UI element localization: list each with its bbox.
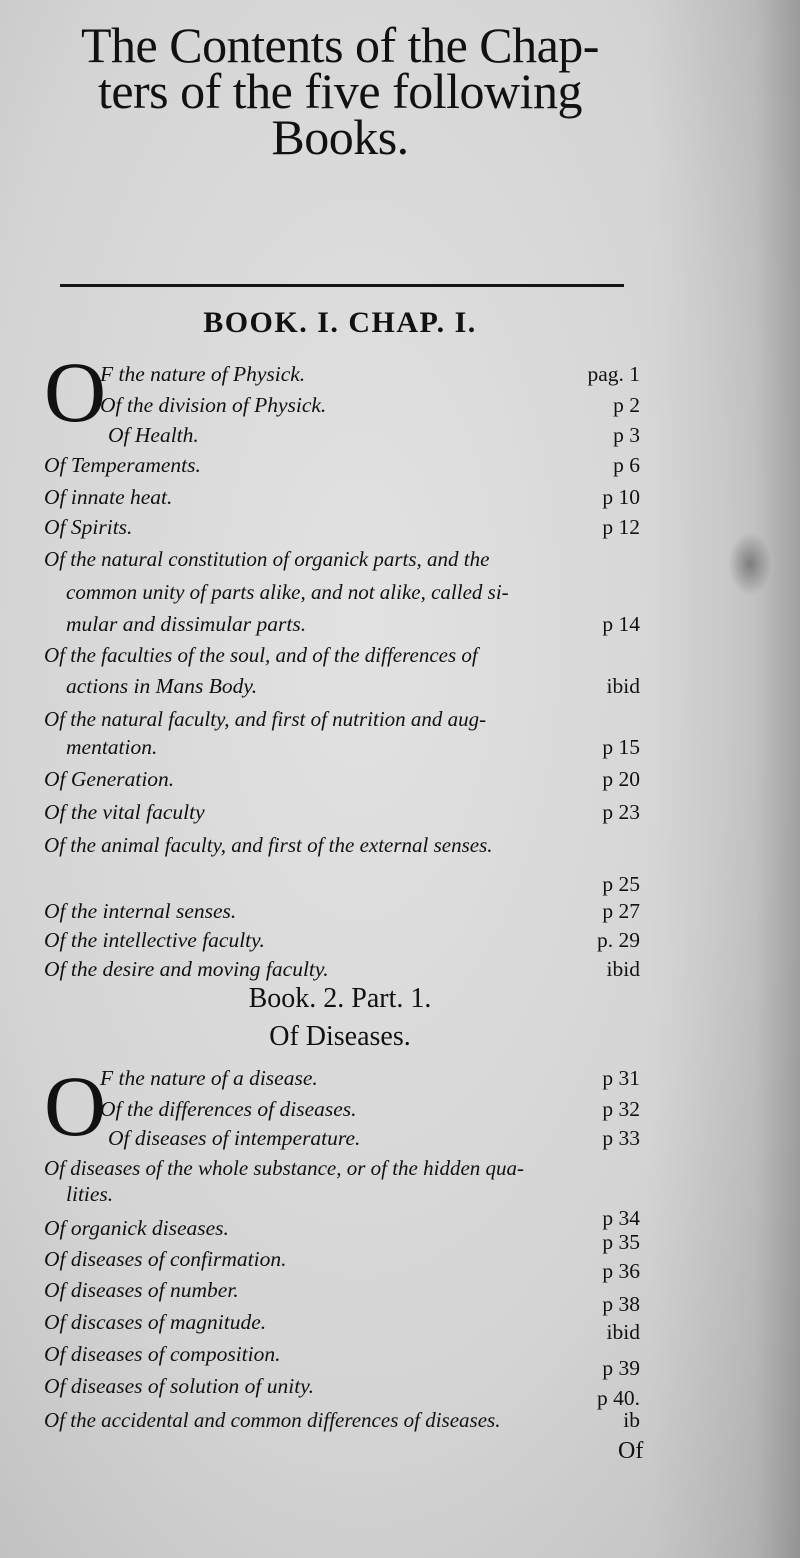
entry-title: Of organick diseases. bbox=[44, 1216, 229, 1240]
entry-title: Of the animal faculty, and first of the external senses. bbox=[44, 833, 493, 857]
entry-title: mular and dissimular parts. bbox=[66, 612, 307, 636]
book1-dropcap: O bbox=[44, 344, 107, 440]
entry-title: Of the accidental and common differences of diseases. bbox=[44, 1408, 501, 1432]
entry-title: Of the vital faculty bbox=[44, 800, 205, 824]
entry-page: p 32 bbox=[602, 1097, 640, 1121]
toc-entry bbox=[44, 1406, 640, 1434]
catchword: Of bbox=[618, 1438, 644, 1464]
entry-title: common unity of parts alike, and not alike, called si- bbox=[66, 580, 509, 604]
toc-entry bbox=[44, 798, 640, 826]
entry-title: Of Health. bbox=[108, 423, 199, 447]
page-edge-shadow bbox=[650, 0, 800, 1558]
entry-title: Of the intellective faculty. bbox=[44, 928, 265, 952]
toc-entry bbox=[44, 765, 640, 793]
entry-title: Of diseases of composition. bbox=[44, 1342, 281, 1366]
entry-page: p 14 bbox=[602, 612, 640, 636]
title-line-2: ters of the five following bbox=[97, 63, 583, 119]
entry-title: Of the faculties of the soul, and of the differences of bbox=[44, 643, 478, 667]
entry-title: mentation. bbox=[66, 735, 158, 759]
entry-title: Of diseases of the whole substance, or of the hidden qua- bbox=[44, 1156, 525, 1180]
entry-page: p 20 bbox=[602, 767, 640, 791]
entry-title: lities. bbox=[66, 1182, 114, 1206]
page-title bbox=[40, 17, 640, 165]
entry-page: p 15 bbox=[602, 735, 640, 759]
toc-entry bbox=[44, 391, 640, 419]
entry-page: ibid bbox=[606, 957, 640, 981]
entry-title: Of the natural constitution of organick parts, and the bbox=[44, 547, 490, 571]
toc-entry bbox=[44, 1340, 640, 1380]
toc-entry bbox=[44, 1095, 640, 1123]
toc-entry bbox=[44, 610, 640, 638]
entry-page: p 12 bbox=[602, 515, 640, 539]
entry-page: p 33 bbox=[602, 1126, 640, 1150]
entry-page: p 34 bbox=[602, 1206, 640, 1230]
entry-page: ibid bbox=[606, 1320, 640, 1344]
entry-title: Of diseases of confirmation. bbox=[44, 1247, 287, 1271]
toc-entry bbox=[44, 926, 640, 954]
toc-entry bbox=[44, 1276, 640, 1316]
toc-entry bbox=[44, 1372, 640, 1410]
entry-page: p 31 bbox=[602, 1066, 640, 1090]
entry-title: Of diseases of intemperature. bbox=[108, 1126, 361, 1150]
ink-stain bbox=[728, 532, 772, 596]
entry-page: p 27 bbox=[602, 899, 640, 923]
title-line-1: The Contents of the Chap- bbox=[81, 17, 599, 73]
entry-title: Of diseases of solution of unity. bbox=[44, 1374, 314, 1398]
entry-title: Of innate heat. bbox=[44, 485, 173, 509]
entry-page: p. 29 bbox=[597, 928, 640, 952]
toc-entry bbox=[44, 870, 640, 898]
toc-entry bbox=[44, 483, 640, 511]
entry-title: Of Temperaments. bbox=[44, 453, 201, 477]
toc-entry bbox=[44, 733, 640, 761]
entry-page: p 2 bbox=[613, 393, 640, 417]
entry-page: p 38 bbox=[602, 1292, 640, 1316]
toc-entry bbox=[44, 705, 640, 733]
toc-entry bbox=[44, 421, 640, 449]
toc-entry bbox=[44, 955, 640, 983]
toc-entry bbox=[44, 451, 640, 479]
toc-entry bbox=[44, 360, 640, 388]
toc-entry bbox=[44, 897, 640, 925]
entry-page: p 3 bbox=[613, 423, 640, 447]
toc-entry bbox=[44, 1154, 640, 1182]
entry-page: p 39 bbox=[602, 1356, 640, 1380]
entry-title: Of the division of Physick. bbox=[100, 393, 327, 417]
toc-entry bbox=[44, 513, 640, 541]
toc-entry bbox=[44, 578, 640, 606]
entry-page: p 36 bbox=[602, 1259, 640, 1283]
entry-title: Of the natural faculty, and first of nutrition and aug- bbox=[44, 707, 487, 731]
entry-page: p 25 bbox=[602, 872, 640, 896]
entry-title: Of discases of magnitude. bbox=[44, 1310, 267, 1334]
entry-title: Of the desire and moving faculty. bbox=[44, 957, 329, 981]
title-line-3: Books. bbox=[271, 109, 409, 165]
entry-title: actions in Mans Body. bbox=[66, 674, 258, 698]
entry-page: ibid bbox=[606, 674, 640, 698]
toc-entry bbox=[44, 1245, 640, 1283]
entry-title: F the nature of Physick. bbox=[100, 362, 306, 386]
entry-page: p 35 bbox=[602, 1230, 640, 1254]
title-rule bbox=[60, 284, 624, 287]
entry-title: Of the internal senses. bbox=[44, 899, 237, 923]
book2-dropcap: O bbox=[44, 1058, 107, 1154]
toc-entry bbox=[44, 831, 640, 859]
toc-entry bbox=[44, 545, 640, 573]
entry-page: ib bbox=[623, 1408, 640, 1432]
entry-page: pag. 1 bbox=[587, 362, 640, 386]
toc-entry bbox=[44, 1064, 640, 1092]
toc-entry bbox=[44, 1214, 640, 1254]
book2-subheading: Of Diseases. bbox=[269, 1021, 411, 1052]
entry-title: Of diseases of number. bbox=[44, 1278, 239, 1302]
toc-entry bbox=[44, 672, 640, 700]
entry-title: F the nature of a disease. bbox=[100, 1066, 318, 1090]
toc-entry bbox=[44, 1308, 640, 1344]
entry-page: p 23 bbox=[602, 800, 640, 824]
toc-entry bbox=[44, 641, 640, 669]
book1-heading: BOOK. I. CHAP. I. bbox=[203, 306, 477, 339]
entry-page: p 10 bbox=[602, 485, 640, 509]
entry-page: p 6 bbox=[613, 453, 640, 477]
entry-title: Of the differences of diseases. bbox=[100, 1097, 357, 1121]
entry-page: p 40. bbox=[597, 1386, 640, 1410]
toc-entry bbox=[44, 1124, 640, 1152]
entry-title: Of Generation. bbox=[44, 767, 175, 791]
entry-title: Of Spirits. bbox=[44, 515, 133, 539]
book2-heading: Book. 2. Part. 1. bbox=[248, 983, 432, 1014]
